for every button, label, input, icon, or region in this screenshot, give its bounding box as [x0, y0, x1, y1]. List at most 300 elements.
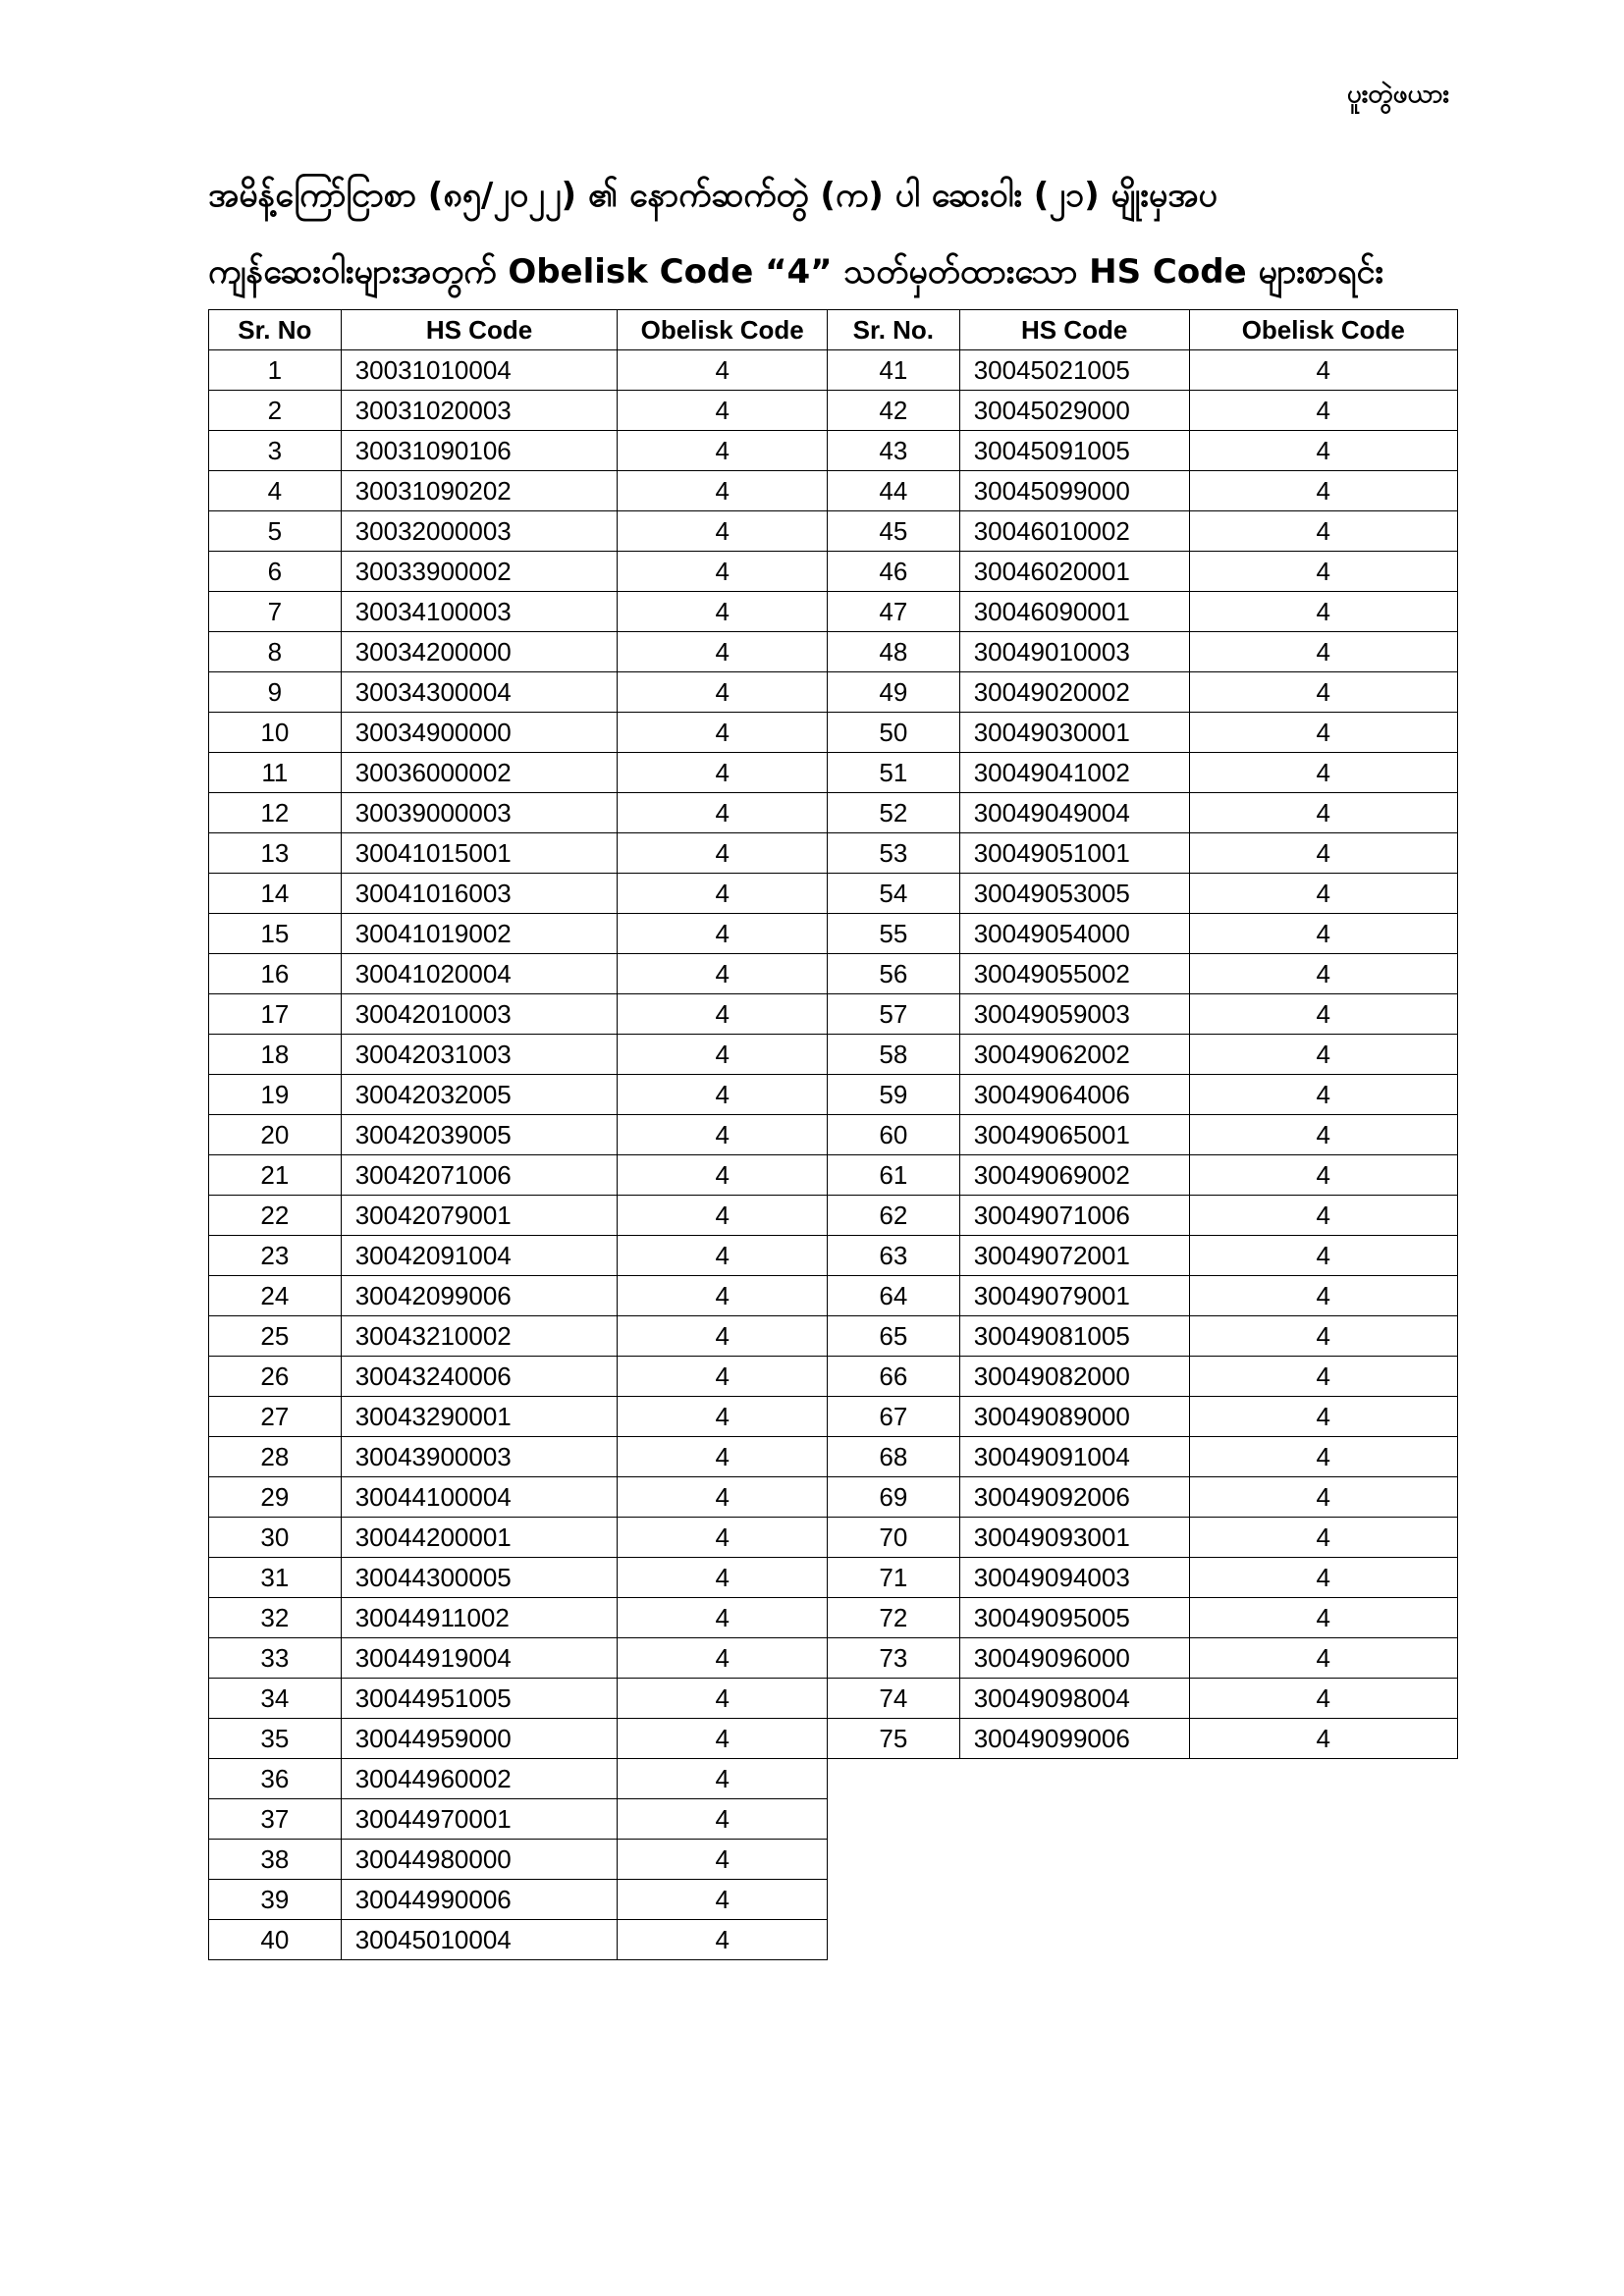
table-row	[209, 1598, 828, 1638]
sr-no-cell: 38	[209, 1840, 342, 1880]
hs-code-cell: 30044970001	[341, 1799, 618, 1840]
sr-no-cell: 42	[828, 391, 960, 431]
obelisk-code-cell: 4	[618, 1437, 828, 1477]
sr-no-cell: 34	[209, 1679, 342, 1719]
table-row	[209, 1196, 828, 1236]
obelisk-code-cell: 4	[618, 1880, 828, 1920]
table-row	[209, 1316, 828, 1357]
hs-code-cell: 30044911002	[341, 1598, 618, 1638]
table-row	[828, 1679, 1458, 1719]
obelisk-code-cell: 4	[618, 1357, 828, 1397]
obelisk-code-cell: 4	[1189, 1397, 1457, 1437]
obelisk-code-cell: 4	[618, 1518, 828, 1558]
obelisk-code-cell: 4	[1189, 833, 1457, 874]
hs-code-cell: 30049051001	[959, 833, 1189, 874]
sr-no-cell: 3	[209, 431, 342, 471]
table-row	[209, 1799, 828, 1840]
sr-no-cell: 36	[209, 1759, 342, 1799]
obelisk-code-cell: 4	[1189, 1155, 1457, 1196]
hs-code-cell: 30041016003	[341, 874, 618, 914]
hs-code-cell: 30041020004	[341, 954, 618, 994]
obelisk-code-cell: 4	[1189, 954, 1457, 994]
hs-code-cell: 30045091005	[959, 431, 1189, 471]
hs-code-cell: 30045099000	[959, 471, 1189, 511]
hs-code-cell: 30042039005	[341, 1115, 618, 1155]
table-row	[828, 471, 1458, 511]
sr-no-cell: 11	[209, 753, 342, 793]
sr-no-cell: 55	[828, 914, 960, 954]
hs-code-cell: 30049092006	[959, 1477, 1189, 1518]
hs-code-cell: 30049054000	[959, 914, 1189, 954]
hs-code-cell: 30044960002	[341, 1759, 618, 1799]
sr-no-cell: 71	[828, 1558, 960, 1598]
sr-no-cell: 51	[828, 753, 960, 793]
table-row	[209, 1115, 828, 1155]
table-header-row	[828, 310, 1458, 350]
table-row	[209, 914, 828, 954]
header-hs-code: HS Code	[341, 310, 618, 350]
sr-no-cell: 17	[209, 994, 342, 1035]
table-row	[828, 511, 1458, 552]
hs-code-cell: 30049098004	[959, 1679, 1189, 1719]
table-row	[828, 753, 1458, 793]
obelisk-code-cell: 4	[618, 592, 828, 632]
table-row	[828, 1558, 1458, 1598]
sr-no-cell: 65	[828, 1316, 960, 1357]
sr-no-cell: 2	[209, 391, 342, 431]
table-row	[209, 511, 828, 552]
table-row	[828, 1477, 1458, 1518]
sr-no-cell: 60	[828, 1115, 960, 1155]
obelisk-code-cell: 4	[1189, 592, 1457, 632]
table-row	[828, 1638, 1458, 1679]
table-row	[209, 833, 828, 874]
table-row	[828, 1316, 1458, 1357]
sr-no-cell: 23	[209, 1236, 342, 1276]
obelisk-code-cell: 4	[1189, 753, 1457, 793]
table-row	[828, 1397, 1458, 1437]
obelisk-code-cell: 4	[618, 1840, 828, 1880]
obelisk-code-cell: 4	[1189, 1357, 1457, 1397]
hs-code-cell: 30042032005	[341, 1075, 618, 1115]
table-row	[828, 632, 1458, 672]
sr-no-cell: 66	[828, 1357, 960, 1397]
hs-code-cell: 30042071006	[341, 1155, 618, 1196]
obelisk-code-cell: 4	[1189, 1276, 1457, 1316]
obelisk-code-cell: 4	[1189, 1719, 1457, 1759]
obelisk-code-cell: 4	[1189, 1196, 1457, 1236]
obelisk-code-cell: 4	[618, 1397, 828, 1437]
sr-no-cell: 48	[828, 632, 960, 672]
hs-code-cell: 30046020001	[959, 552, 1189, 592]
hs-code-cell: 30042031003	[341, 1035, 618, 1075]
sr-no-cell: 13	[209, 833, 342, 874]
obelisk-code-cell: 4	[618, 511, 828, 552]
table-row	[828, 672, 1458, 713]
sr-no-cell: 75	[828, 1719, 960, 1759]
hs-code-cell: 30049065001	[959, 1115, 1189, 1155]
hs-code-cell: 30042091004	[341, 1236, 618, 1276]
obelisk-code-cell: 4	[1189, 1236, 1457, 1276]
table-row	[209, 552, 828, 592]
obelisk-code-cell: 4	[1189, 1598, 1457, 1638]
hs-code-cell: 30046010002	[959, 511, 1189, 552]
sr-no-cell: 18	[209, 1035, 342, 1075]
obelisk-code-cell: 4	[618, 1075, 828, 1115]
sr-no-cell: 30	[209, 1518, 342, 1558]
hs-code-cell: 30044919004	[341, 1638, 618, 1679]
hs-code-cell: 30034100003	[341, 592, 618, 632]
hs-code-cell: 30044300005	[341, 1558, 618, 1598]
table-row	[209, 431, 828, 471]
table-row	[209, 1920, 828, 1960]
obelisk-code-cell: 4	[618, 954, 828, 994]
hs-code-cell: 30049010003	[959, 632, 1189, 672]
hs-code-cell: 30049062002	[959, 1035, 1189, 1075]
hs-code-cell: 30031090106	[341, 431, 618, 471]
obelisk-code-cell: 4	[618, 833, 828, 874]
table-row	[209, 1155, 828, 1196]
sr-no-cell: 69	[828, 1477, 960, 1518]
hs-code-cell: 30045010004	[341, 1920, 618, 1960]
sr-no-cell: 56	[828, 954, 960, 994]
hs-code-cell: 30049072001	[959, 1236, 1189, 1276]
hs-code-table-left	[208, 309, 828, 1960]
sr-no-cell: 49	[828, 672, 960, 713]
table-row	[209, 994, 828, 1035]
table-row	[828, 1196, 1458, 1236]
obelisk-code-cell: 4	[1189, 632, 1457, 672]
hs-code-cell: 30049093001	[959, 1518, 1189, 1558]
sr-no-cell: 8	[209, 632, 342, 672]
table-row	[828, 592, 1458, 632]
obelisk-code-cell: 4	[618, 1719, 828, 1759]
sr-no-cell: 32	[209, 1598, 342, 1638]
sr-no-cell: 35	[209, 1719, 342, 1759]
table-row	[209, 793, 828, 833]
hs-code-cell: 30049053005	[959, 874, 1189, 914]
obelisk-code-cell: 4	[618, 753, 828, 793]
obelisk-code-cell: 4	[618, 1236, 828, 1276]
header-sr-no: Sr. No	[209, 310, 342, 350]
hs-code-cell: 30049081005	[959, 1316, 1189, 1357]
obelisk-code-cell: 4	[1189, 1437, 1457, 1477]
annex-label: ပူးတွဲဖယား	[1346, 80, 1449, 109]
obelisk-code-cell: 4	[618, 471, 828, 511]
hs-code-cell: 30041019002	[341, 914, 618, 954]
table-row	[828, 1075, 1458, 1115]
obelisk-code-cell: 4	[618, 1035, 828, 1075]
header-hs-code: HS Code	[959, 310, 1189, 350]
hs-code-cell: 30049020002	[959, 672, 1189, 713]
sr-no-cell: 64	[828, 1276, 960, 1316]
hs-code-cell: 30049096000	[959, 1638, 1189, 1679]
sr-no-cell: 16	[209, 954, 342, 994]
sr-no-cell: 44	[828, 471, 960, 511]
header-obelisk-code: Obelisk Code	[618, 310, 828, 350]
obelisk-code-cell: 4	[1189, 914, 1457, 954]
table-row	[209, 1518, 828, 1558]
sr-no-cell: 74	[828, 1679, 960, 1719]
obelisk-code-cell: 4	[1189, 511, 1457, 552]
obelisk-code-cell: 4	[618, 1558, 828, 1598]
obelisk-code-cell: 4	[1189, 431, 1457, 471]
header-sr-no: Sr. No.	[828, 310, 960, 350]
hs-code-cell: 30049059003	[959, 994, 1189, 1035]
table-row	[828, 1035, 1458, 1075]
obelisk-code-cell: 4	[618, 672, 828, 713]
sr-no-cell: 27	[209, 1397, 342, 1437]
table-row	[209, 1276, 828, 1316]
hs-code-cell: 30044980000	[341, 1840, 618, 1880]
hs-code-cell: 30049091004	[959, 1437, 1189, 1477]
table-row	[209, 1759, 828, 1799]
hs-code-cell: 30031090202	[341, 471, 618, 511]
hs-code-cell: 30043210002	[341, 1316, 618, 1357]
table-row	[828, 793, 1458, 833]
hs-code-cell: 30042079001	[341, 1196, 618, 1236]
sr-no-cell: 72	[828, 1598, 960, 1638]
hs-code-cell: 30044100004	[341, 1477, 618, 1518]
sr-no-cell: 39	[209, 1880, 342, 1920]
obelisk-code-cell: 4	[1189, 1115, 1457, 1155]
obelisk-code-cell: 4	[1189, 1679, 1457, 1719]
obelisk-code-cell: 4	[618, 1759, 828, 1799]
table-row	[209, 391, 828, 431]
sr-no-cell: 7	[209, 592, 342, 632]
sr-no-cell: 57	[828, 994, 960, 1035]
hs-code-cell: 30049089000	[959, 1397, 1189, 1437]
table-row	[209, 1880, 828, 1920]
table-row	[828, 1155, 1458, 1196]
table-row	[209, 672, 828, 713]
table-row	[828, 1276, 1458, 1316]
obelisk-code-cell: 4	[1189, 552, 1457, 592]
sr-no-cell: 61	[828, 1155, 960, 1196]
table-row	[828, 914, 1458, 954]
obelisk-code-cell: 4	[618, 1679, 828, 1719]
table-row	[828, 874, 1458, 914]
sr-no-cell: 37	[209, 1799, 342, 1840]
obelisk-code-cell: 4	[1189, 874, 1457, 914]
table-row	[828, 833, 1458, 874]
obelisk-code-cell: 4	[618, 1115, 828, 1155]
hs-code-cell: 30044951005	[341, 1679, 618, 1719]
table-row	[828, 350, 1458, 391]
table-row	[828, 1437, 1458, 1477]
obelisk-code-cell: 4	[618, 874, 828, 914]
hs-code-cell: 30049099006	[959, 1719, 1189, 1759]
document-title	[208, 157, 1485, 310]
sr-no-cell: 45	[828, 511, 960, 552]
sr-no-cell: 70	[828, 1518, 960, 1558]
sr-no-cell: 46	[828, 552, 960, 592]
obelisk-code-cell: 4	[618, 1477, 828, 1518]
obelisk-code-cell: 4	[1189, 1477, 1457, 1518]
sr-no-cell: 9	[209, 672, 342, 713]
hs-code-cell: 30046090001	[959, 592, 1189, 632]
obelisk-code-cell: 4	[618, 1598, 828, 1638]
sr-no-cell: 41	[828, 350, 960, 391]
obelisk-code-cell: 4	[1189, 793, 1457, 833]
table-row	[209, 1397, 828, 1437]
hs-code-cell: 30044959000	[341, 1719, 618, 1759]
hs-code-cell: 30039000003	[341, 793, 618, 833]
sr-no-cell: 50	[828, 713, 960, 753]
sr-no-cell: 14	[209, 874, 342, 914]
sr-no-cell: 62	[828, 1196, 960, 1236]
table-row	[828, 431, 1458, 471]
sr-no-cell: 21	[209, 1155, 342, 1196]
hs-code-cell: 30034300004	[341, 672, 618, 713]
obelisk-code-cell: 4	[1189, 1518, 1457, 1558]
sr-no-cell: 19	[209, 1075, 342, 1115]
obelisk-code-cell: 4	[618, 632, 828, 672]
sr-no-cell: 52	[828, 793, 960, 833]
sr-no-cell: 43	[828, 431, 960, 471]
title-line-2: ကျန်ဆေးဝါးများအတွက် Obelisk Code “4” သတ်မှတ်ထားသော HS Code များစာရင်း	[208, 252, 1384, 292]
sr-no-cell: 12	[209, 793, 342, 833]
table-row	[209, 1558, 828, 1598]
sr-no-cell: 47	[828, 592, 960, 632]
obelisk-code-cell: 4	[1189, 1035, 1457, 1075]
obelisk-code-cell: 4	[1189, 1638, 1457, 1679]
hs-code-cell: 30034900000	[341, 713, 618, 753]
table-row	[209, 1357, 828, 1397]
sr-no-cell: 58	[828, 1035, 960, 1075]
obelisk-code-cell: 4	[618, 350, 828, 391]
hs-code-cell: 30049095005	[959, 1598, 1189, 1638]
sr-no-cell: 10	[209, 713, 342, 753]
sr-no-cell: 67	[828, 1397, 960, 1437]
sr-no-cell: 68	[828, 1437, 960, 1477]
table-row	[828, 1719, 1458, 1759]
obelisk-code-cell: 4	[1189, 994, 1457, 1035]
hs-code-cell: 30043900003	[341, 1437, 618, 1477]
obelisk-code-cell: 4	[1189, 1558, 1457, 1598]
sr-no-cell: 6	[209, 552, 342, 592]
obelisk-code-cell: 4	[1189, 713, 1457, 753]
obelisk-code-cell: 4	[1189, 350, 1457, 391]
sr-no-cell: 40	[209, 1920, 342, 1960]
obelisk-code-cell: 4	[1189, 391, 1457, 431]
title-line-1: အမိန့်ကြော်ငြာစာ (၈၅/၂၀၂၂) ၏ နောက်ဆက်တွဲ (က) ပါ ဆေးဝါး (၂၁) မျိုးမှအပ	[208, 176, 1218, 215]
obelisk-code-cell: 4	[1189, 1075, 1457, 1115]
obelisk-code-cell: 4	[618, 713, 828, 753]
hs-code-cell: 30049030001	[959, 713, 1189, 753]
sr-no-cell: 63	[828, 1236, 960, 1276]
hs-code-cell: 30045021005	[959, 350, 1189, 391]
header-obelisk-code: Obelisk Code	[1189, 310, 1457, 350]
hs-code-cell: 30044990006	[341, 1880, 618, 1920]
table-row	[209, 1679, 828, 1719]
table-row	[209, 350, 828, 391]
table-row	[209, 1075, 828, 1115]
obelisk-code-cell: 4	[618, 1638, 828, 1679]
obelisk-code-cell: 4	[618, 1920, 828, 1960]
obelisk-code-cell: 4	[618, 431, 828, 471]
sr-no-cell: 25	[209, 1316, 342, 1357]
obelisk-code-cell: 4	[618, 552, 828, 592]
hs-code-cell: 30049079001	[959, 1276, 1189, 1316]
table-header-row	[209, 310, 828, 350]
hs-code-cell: 30049055002	[959, 954, 1189, 994]
table-row	[209, 1719, 828, 1759]
hs-code-cell: 30031010004	[341, 350, 618, 391]
sr-no-cell: 24	[209, 1276, 342, 1316]
sr-no-cell: 29	[209, 1477, 342, 1518]
hs-code-cell: 30049049004	[959, 793, 1189, 833]
sr-no-cell: 26	[209, 1357, 342, 1397]
hs-code-table-right	[827, 309, 1458, 1759]
hs-code-cell: 30044200001	[341, 1518, 618, 1558]
hs-code-cell: 30049041002	[959, 753, 1189, 793]
sr-no-cell: 5	[209, 511, 342, 552]
table-row	[209, 1236, 828, 1276]
sr-no-cell: 22	[209, 1196, 342, 1236]
table-row	[828, 1236, 1458, 1276]
sr-no-cell: 20	[209, 1115, 342, 1155]
hs-code-cell: 30041015001	[341, 833, 618, 874]
hs-code-cell: 30049082000	[959, 1357, 1189, 1397]
obelisk-code-cell: 4	[1189, 471, 1457, 511]
obelisk-code-cell: 4	[618, 1196, 828, 1236]
sr-no-cell: 73	[828, 1638, 960, 1679]
table-row	[209, 1035, 828, 1075]
table-row	[828, 1357, 1458, 1397]
table-row	[828, 1598, 1458, 1638]
table-row	[209, 632, 828, 672]
table-row	[209, 713, 828, 753]
hs-code-cell: 30049064006	[959, 1075, 1189, 1115]
table-row	[209, 1437, 828, 1477]
obelisk-code-cell: 4	[618, 994, 828, 1035]
sr-no-cell: 59	[828, 1075, 960, 1115]
table-row	[828, 994, 1458, 1035]
hs-code-cell: 30042010003	[341, 994, 618, 1035]
obelisk-code-cell: 4	[618, 793, 828, 833]
table-row	[209, 874, 828, 914]
table-row	[209, 753, 828, 793]
hs-code-cell: 30034200000	[341, 632, 618, 672]
table-row	[209, 592, 828, 632]
sr-no-cell: 4	[209, 471, 342, 511]
sr-no-cell: 28	[209, 1437, 342, 1477]
table-row	[209, 1638, 828, 1679]
hs-code-cell: 30031020003	[341, 391, 618, 431]
hs-code-cell: 30032000003	[341, 511, 618, 552]
obelisk-code-cell: 4	[618, 391, 828, 431]
obelisk-code-cell: 4	[1189, 672, 1457, 713]
hs-code-cell: 30049094003	[959, 1558, 1189, 1598]
table-row	[209, 1840, 828, 1880]
obelisk-code-cell: 4	[618, 1316, 828, 1357]
obelisk-code-cell: 4	[618, 914, 828, 954]
sr-no-cell: 15	[209, 914, 342, 954]
sr-no-cell: 33	[209, 1638, 342, 1679]
table-row	[828, 954, 1458, 994]
hs-code-cell: 30043290001	[341, 1397, 618, 1437]
hs-code-cell: 30049069002	[959, 1155, 1189, 1196]
sr-no-cell: 53	[828, 833, 960, 874]
table-row	[828, 391, 1458, 431]
table-row	[828, 1518, 1458, 1558]
sr-no-cell: 54	[828, 874, 960, 914]
table-row	[828, 713, 1458, 753]
obelisk-code-cell: 4	[618, 1799, 828, 1840]
hs-code-cell: 30042099006	[341, 1276, 618, 1316]
hs-code-cell: 30045029000	[959, 391, 1189, 431]
